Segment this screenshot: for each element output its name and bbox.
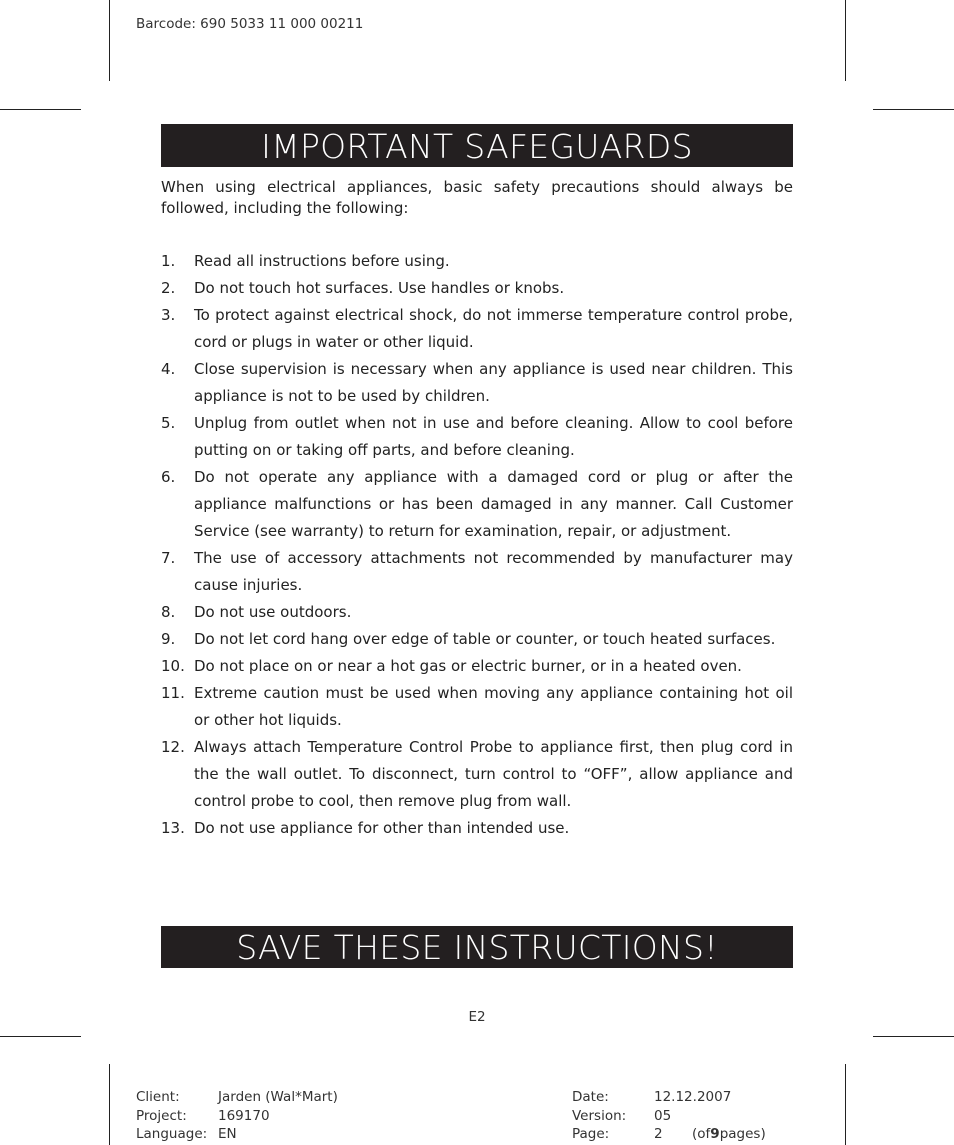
page-value: 2: [654, 1126, 663, 1142]
crop-mark-bottom-right: [845, 1064, 846, 1145]
item-text: Do not touch hot surfaces. Use handles or knobs.: [194, 279, 565, 297]
list-item: [161, 356, 793, 410]
item-number: 7.: [161, 549, 176, 567]
item-number: 13.: [161, 819, 185, 837]
date-label: Date:: [572, 1089, 609, 1105]
item-number: 6.: [161, 468, 176, 486]
list-item: [161, 545, 793, 599]
footer-right-meta: [572, 1088, 766, 1144]
barcode-text: Barcode: 690 5033 11 000 00211: [136, 16, 364, 32]
list-item: [161, 599, 793, 626]
project-row: [136, 1107, 338, 1126]
page-total: 9: [710, 1126, 720, 1142]
item-number: 11.: [161, 684, 185, 702]
version-row: [572, 1107, 766, 1126]
item-text: Always attach Temperature Control Probe to appliance first, then plug cord in the the wall outlet. To disconnect, turn control to “OFF”, allow appliance and control probe to cool, then remove plug from wall.: [194, 738, 793, 810]
page-of-suffix: pages): [719, 1126, 766, 1142]
item-number: 5.: [161, 414, 176, 432]
crop-mark-top-left: [109, 0, 110, 81]
page-number-label: E2: [468, 1009, 486, 1025]
page-row: [572, 1125, 766, 1144]
list-item: [161, 680, 793, 734]
client-label: Client:: [136, 1089, 180, 1105]
list-item: [161, 248, 793, 275]
list-item: [161, 734, 793, 815]
item-text: Do not use outdoors.: [194, 603, 352, 621]
item-text: Do not place on or near a hot gas or electric burner, or in a heated oven.: [194, 657, 742, 675]
safeguards-title: IMPORTANT SAFEGUARDS: [161, 124, 793, 167]
list-item: [161, 815, 793, 842]
save-instructions-banner: SAVE THESE INSTRUCTIONS!: [161, 926, 793, 968]
item-number: 10.: [161, 657, 185, 675]
crop-mark-left-top: [0, 109, 81, 110]
item-text: Extreme caution must be used when moving any appliance containing hot oil or other hot liquids.: [194, 684, 793, 729]
item-text: Do not use appliance for other than intended use.: [194, 819, 570, 837]
item-number: 9.: [161, 630, 176, 648]
list-item: [161, 626, 793, 653]
footer-left-meta: [136, 1088, 338, 1144]
list-item: [161, 410, 793, 464]
project-label: Project:: [136, 1107, 187, 1124]
item-number: 8.: [161, 603, 176, 621]
language-label: Language:: [136, 1126, 208, 1142]
date-value: 12.12.2007: [654, 1089, 732, 1105]
language-row: [136, 1125, 338, 1144]
crop-mark-right-top: [873, 109, 954, 110]
crop-mark-top-right: [845, 0, 846, 81]
version-label: Version:: [572, 1107, 627, 1124]
item-text: Unplug from outlet when not in use and before cleaning. Allow to cool before putting on or taking off parts, and before cleaning.: [194, 414, 793, 459]
crop-mark-right-bottom: [873, 1036, 954, 1037]
safeguards-list: [161, 248, 793, 842]
list-item: [161, 464, 793, 545]
language-value: EN: [218, 1126, 237, 1142]
client-row: [136, 1088, 338, 1107]
project-value: 169170: [218, 1107, 270, 1124]
item-text: Close supervision is necessary when any appliance is used near children. This appliance is not to be used by children.: [194, 360, 793, 405]
item-number: 12.: [161, 738, 185, 756]
item-number: 3.: [161, 306, 176, 324]
item-number: 2.: [161, 279, 176, 297]
item-number: 1.: [161, 252, 176, 270]
item-text: Do not let cord hang over edge of table or counter, or touch heated surfaces.: [194, 630, 776, 648]
page-of-prefix: (of: [692, 1126, 711, 1142]
safeguards-intro: When using electrical appliances, basic safety precautions should always be followed, including the following:: [161, 178, 793, 217]
item-text: Do not operate any appliance with a damaged cord or plug or after the appliance malfunctions or has been damaged in any manner. Call Customer Service (see warranty) to return for examination, repair, or adjustment.: [194, 468, 793, 540]
item-text: The use of accessory attachments not recommended by manufacturer may cause injuries.: [194, 549, 793, 594]
date-row: [572, 1088, 766, 1107]
list-item: [161, 653, 793, 680]
item-text: Read all instructions before using.: [194, 252, 450, 270]
crop-mark-left-bottom: [0, 1036, 81, 1037]
crop-mark-bottom-left: [109, 1064, 110, 1145]
version-value: 05: [654, 1107, 672, 1124]
list-item: [161, 275, 793, 302]
page-label: Page:: [572, 1126, 610, 1142]
list-item: [161, 302, 793, 356]
item-text: To protect against electrical shock, do not immerse temperature control probe, cord or plugs in water or other liquid.: [194, 306, 793, 351]
client-value: Jarden (Wal*Mart): [218, 1089, 338, 1105]
item-number: 4.: [161, 360, 176, 378]
